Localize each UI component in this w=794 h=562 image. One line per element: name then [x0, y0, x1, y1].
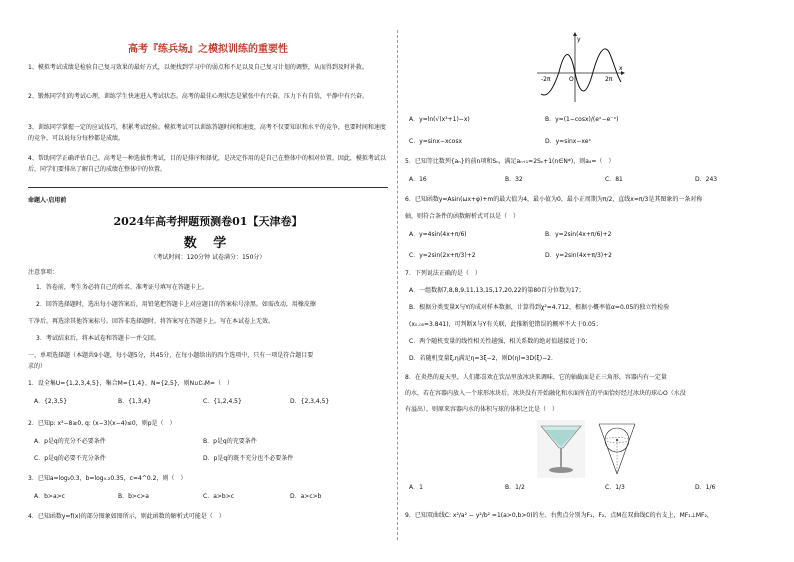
question-2: 2．已知p: x²−8≥0, q: (x−3)(x−4)≤0，则p是（ ）	[28, 420, 176, 427]
question-8-line-1: 8．在炎热的夏天里，人们都喜欢在饮品里放冰块来调味，它的轴截面是正三角形，容器内有一定量	[405, 374, 667, 381]
q1-option-d: D．{2,3,4,5}	[290, 398, 330, 405]
q1-option-b: B．{1,3,4}	[118, 398, 152, 405]
question-6-line-1: 6．已知函数y=Asin(ωx+φ)+m的最大值为4，最小值为0，最小正周期为π/2，直线x=π/3是其图象的一条对称	[405, 196, 703, 203]
q5-option-d: D．243	[695, 176, 718, 183]
q6-option-a: A．y=4sin(4x+π/6)	[409, 231, 467, 238]
q3-option-b: B．b>c>a	[118, 493, 149, 500]
q8-option-d: D．1/6	[695, 484, 716, 491]
cone-sphere-diagram	[597, 418, 637, 476]
q8-option-b: B．1/2	[505, 484, 525, 491]
q7-option-a: A．一组数据7,8,8,9,11,13,15,17,20,22的第80百分位数为17；	[409, 287, 585, 294]
note-1: 1．答卷前，考生务必将自己的姓名、准考证号填写在答题卡上。	[36, 284, 208, 291]
subject-title: 数 学	[183, 236, 233, 251]
q7-option-c: C．两个随机变量的线性相关性越强，相关系数的绝对值越接近于0；	[409, 338, 592, 345]
banner-item-1: 1、模拟考试成绩是检验自己复习效果的最好方式，以便找到学习中的弱点和不足以及自己复习计划的调整，从而得到及时补救。	[28, 64, 368, 71]
q6-option-c: C．y=2sin(2x+π/3)+2	[409, 252, 476, 259]
banner-bottom-rule	[28, 187, 388, 188]
graph-pos-label: 2π	[605, 76, 613, 83]
banner-title: 高考『练兵场』之模拟训练的重要性	[128, 44, 288, 55]
graph-y-label: y	[577, 36, 581, 43]
q2-option-a: A．p是q的充分不必要条件	[34, 438, 106, 445]
question-3: 3．已知a=log₂0.3，b=log₀.₂0.35，c=4^0.2，则（ ）	[28, 475, 187, 482]
q8-option-c: C．1/3	[605, 484, 625, 491]
badge-text: 命题人·启用前	[28, 197, 67, 204]
q1-option-c: C．{1,2,4,5}	[203, 398, 242, 405]
glass-illustration	[537, 420, 585, 478]
q4-option-a: A．y=ln(√(x²+1)−x)	[409, 116, 470, 123]
q8-option-a: A．1	[409, 484, 423, 491]
banner-item-2: 2、锻炼同学们的考试心理，训练学生快速进入考试状态。高考的最佳心理状态是紧张中有兴奋，压力下有自信，平静中有兴奋。	[28, 93, 368, 100]
question-8-line-3: 有溢出），则原来容器内水的体积与球的体积之比是（ ）	[405, 406, 559, 413]
exam-info: （考试时间：120分钟 试卷满分：150分）	[150, 254, 266, 261]
note-2: 2．回答选择题时，选出每小题答案后，用铅笔把答题卡上对应题目的答案标号涂黑。如需改动，用橡皮擦	[36, 301, 316, 308]
function-graph	[535, 32, 625, 104]
q6-option-d: D．y=2sin(4x+π/3)+2	[545, 252, 612, 259]
note-2b: 干净后，再选涂其他答案标号。回答非选择题时，将答案写在答题卡上。写在本试卷上无效。	[28, 318, 275, 325]
q4-option-b: B．y=(1−cosx)/(eˣ−e⁻ˣ)	[545, 116, 619, 123]
q7-option-d: D．若随机变量ξ,η满足η=3ξ−2，则D(η)=3D(ξ)−2．	[409, 355, 557, 362]
banner-item-3: 3、训练同学掌握一定的应试技巧，积累考试经验。模拟考试可以训练答题时间和速度，高考不仅要知识和水平的竞争，也要时间和速度的竞争，可以说每分每秒都是成绩。	[28, 124, 386, 142]
q3-option-a: A．b>a>c	[34, 493, 65, 500]
q3-option-c: C．a>b>c	[203, 493, 235, 500]
q2-option-c: C．p是q的必要不充分条件	[34, 455, 106, 462]
q3-option-d: D．a>c>b	[290, 493, 322, 500]
section-1-header-b: 求的）	[28, 363, 47, 370]
q2-option-d: D．p是q的既不充分也不必要条件	[203, 455, 294, 462]
q5-option-b: B．32	[505, 176, 523, 183]
q5-option-a: A．16	[409, 176, 427, 183]
graph-origin-label: O	[569, 76, 574, 83]
question-6-line-2: 轴，则符合条件的函数解析式可以是（ ）	[405, 213, 520, 220]
q7-option-b: B．根据分类变量X与Y的成对样本数据，计算得到χ²=4.712，根据小概率值α=0.05的独立性检验	[409, 304, 670, 311]
banner-item-4: 4、帮助同学正确评估自己。高考是一种选拔性考试，目的是排序和择优，是决定作用的是自己在整体中的相对位置。因此，模拟考试以后，同学们要排出了解自己的成绩在整体中的位置。	[28, 155, 386, 173]
q7-option-b-cont: (x₀.₀₅=3.841)，可判断X与Y有关联，此推断犯错误的概率不大于0.05；	[409, 321, 602, 328]
exam-title: 2024年高考押题预测卷01【天津卷】	[113, 215, 303, 228]
graph-neg-label: -2π	[541, 76, 551, 83]
question-9: 9．已知双曲线C: x²/a² − y²/b² =1(a>0,b>0)的左、右焦点分别为F₁，F₂，点M在双曲线C的右支上，MF₁⊥MF₂，	[405, 512, 713, 519]
q4-option-c: C．y=sinx−xcosx	[409, 138, 463, 145]
question-1: 1．设全集U={1,2,3,4,5}，集合M={1,4}，N={2,5}，则N∪∁ᵤM=（ ）	[28, 380, 233, 387]
q6-option-b: B．y=2sin(4x+π/6)+2	[545, 231, 612, 238]
notes-title: 注意事项：	[28, 269, 59, 276]
q5-option-c: C．81	[605, 176, 623, 183]
note-3: 3．考试结束后，将本试卷和答题卡一并交回。	[36, 335, 160, 342]
question-7: 7．下列说法正确的是（ ）	[405, 270, 481, 277]
section-1-header: 一、单项选择题（本题共9小题，每小题5分，共45分，在每小题给出的四个选项中，只有一项是符合题目要	[28, 352, 314, 359]
question-5: 5．已知等比数列{aₙ}的前n项和Sₙ，满足aₙ₊₁=2Sₙ+1(n∈N*)，则a₄=（ ）	[405, 158, 615, 165]
q1-option-a: A．{2,3,5}	[34, 398, 68, 405]
q4-option-d: D．y=sinx−xeˣ	[545, 138, 592, 145]
column-divider	[397, 30, 398, 540]
q2-option-b: B．p是q的充要条件	[203, 438, 257, 445]
graph-x-label: x	[619, 65, 623, 72]
question-8-line-2: 的水，若在容器内放入一个球形冰块后，冰块没有开始融化和水面所在的平面恰好经过冰块的球心O（水没	[405, 390, 686, 397]
question-4: 4．已知函数y=f(x)的部分图象如图所示，则此函数的解析式可能是（ ）	[28, 513, 225, 520]
